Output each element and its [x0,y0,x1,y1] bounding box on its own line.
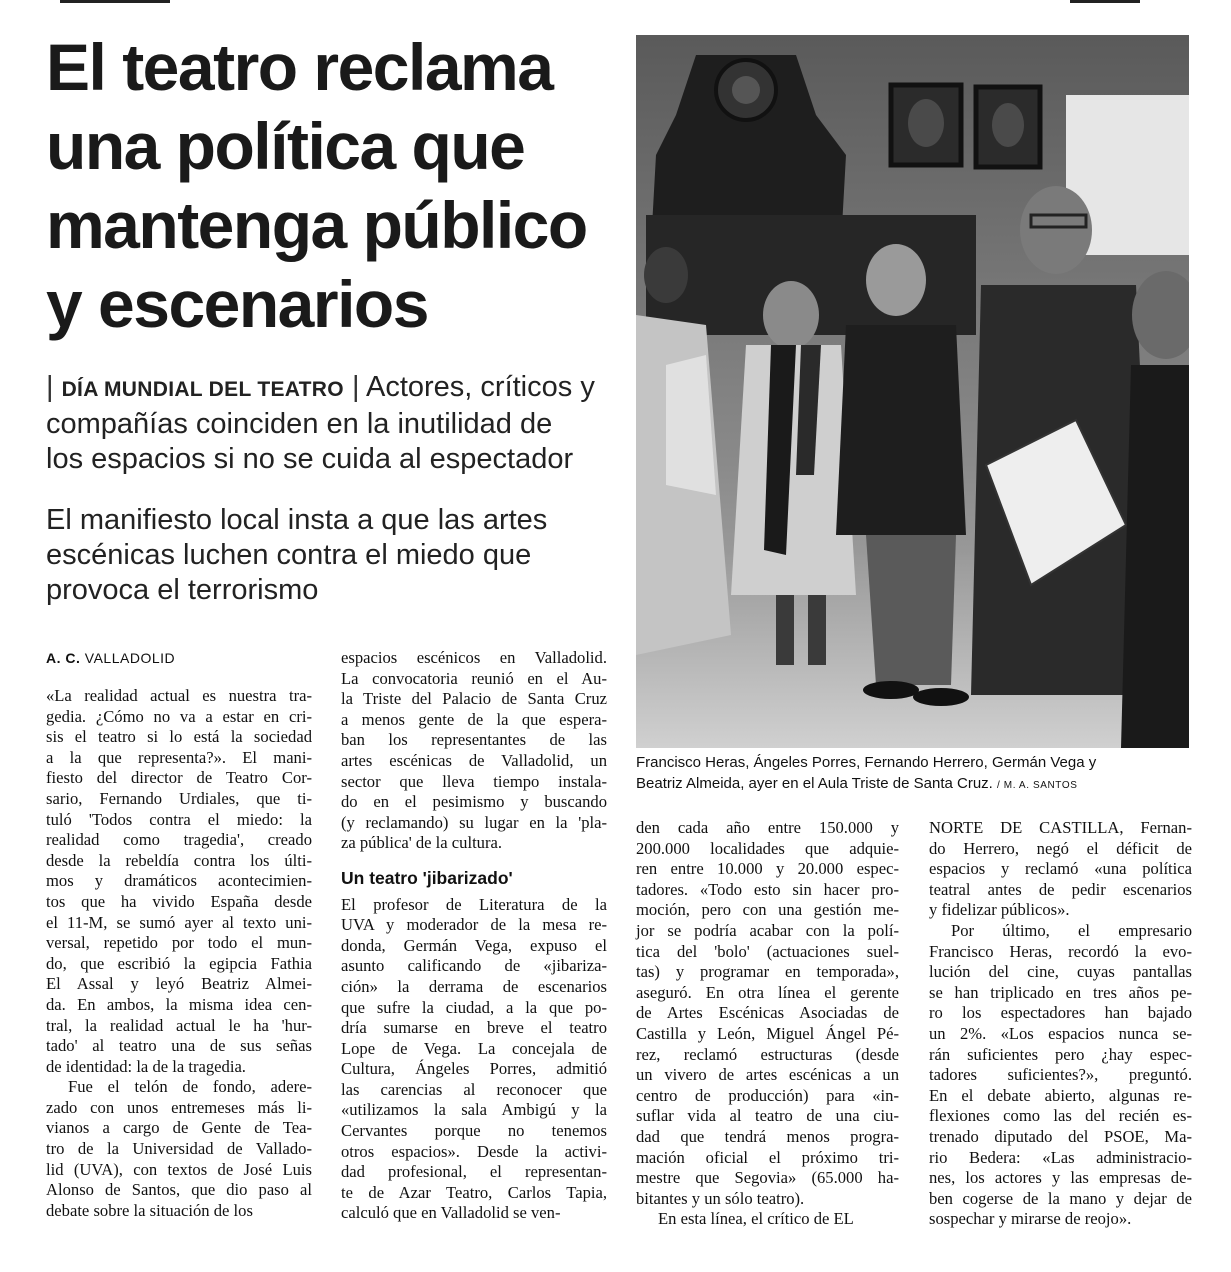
body-column-3 [636,818,899,1230]
body-line: tadores. «Todo esto sin hacer pro- [636,879,899,899]
body-line: «La realidad actual es nuestra tra- [46,686,312,705]
body-line: tral, la realidad actual le ha 'hur- [46,1015,312,1035]
body-line: tro de la Universidad de Vallado- [46,1139,312,1159]
body-line: Castilla y León, Miguel Ángel Pé- [636,1023,899,1043]
body-line: En el debate abierto, algunas re- [929,1085,1192,1105]
body-line: se han triplicado en tres años pe- [929,982,1192,1002]
body-line: La convocatoria reunió en el Au- [341,668,607,688]
body-line: tos que ha vivido España desde [46,891,312,911]
photo-credit: / M. A. SANTOS [997,780,1078,791]
body-line: do, que escribió la egipcia Fathia [46,953,312,973]
body-line: mestre que Segovia» (65.000 ha- [636,1168,899,1188]
caption-line: Francisco Heras, Ángeles Porres, Fernando Herrero, Germán Vega y [636,754,1097,771]
headline-line: y escenarios [46,267,428,341]
body-line: de Artes Escénicas Asociadas de [636,1003,899,1023]
news-photo [636,35,1189,748]
body-line: ren entre 10.000 y 20.000 espec- [636,859,899,879]
subtitle-line: compañías coinciden en la inutilidad de [46,408,553,440]
body-line: sospechar y mirarse de reojo». [929,1209,1132,1229]
body-line: tado' al teatro una de sus señas [46,1036,312,1056]
subtitle-line: Actores, críticos y [365,371,595,403]
body-line: ción» la derrama de escenarios [341,976,607,996]
body-line: lid (UVA), con textos de José Luis [46,1159,312,1179]
top-rule-left [60,0,170,3]
headline [46,28,616,344]
body-line: 200.000 localidades que adquie- [636,838,899,858]
body-line: te de Azar Teatro, Carlos Tapia, [341,1182,607,1202]
body-line: centro de producción) para «in- [636,1085,899,1105]
body-line: tadores suficientes?», preguntó. [929,1065,1192,1085]
body-line: UVA y moderador de la mesa re- [341,915,607,935]
body-line: tuló 'Todos contra el miedo: la [46,809,312,829]
body-line: un 2%. «Los espacios nunca se- [929,1023,1192,1043]
body-line: Cervantes porque no tenemos [341,1121,607,1141]
lead [46,503,626,608]
body-line: NORTE DE CASTILLA, Fernan- [929,818,1192,837]
body-line: rio Bedera: «Las administracio- [929,1147,1192,1167]
body-line: aseguró. En otra línea el gerente [636,982,899,1002]
body-line: sario, Fernando Urdiales, que ti- [46,788,312,808]
body-line: sector que lleva tiempo instala- [341,771,607,791]
body-line: dad profesional, el representan- [341,1162,607,1182]
body-line: Cultura, Ángeles Porres, admitió [341,1059,607,1079]
body-line: (y reclamando) su lugar en la 'pla- [341,812,607,832]
headline-line: El teatro reclama [46,30,553,104]
body-line: suflar vida al teatro de una ciu- [636,1106,899,1126]
body-line: a la que representa?». El mani- [46,747,312,767]
body-line: den cada año entre 150.000 y [636,818,899,837]
photo-illustration [636,35,1189,748]
body-line: el 11-M, se sumó ayer al texto uni- [46,912,312,932]
body-line: calculó que en Valladolid se ven- [341,1203,561,1223]
body-line: ban los representantes de las [341,730,607,750]
body-line: debate sobre la situación de los [46,1200,253,1220]
body-line: sis el teatro si lo está la sociedad [46,727,312,747]
body-line: vianos a cargo de Gente de Tea- [46,1118,312,1138]
body-line: espacios escénicos en Valladolid. [341,648,607,667]
body-line: que sufre la ciudad, a la que po- [341,997,607,1017]
body-line: moción, pero con una gestión me- [636,900,899,920]
body-line: za pública' de la cultura. [341,833,503,853]
body-line: asunto calificando de «jibariza- [341,956,607,976]
body-line: lución del cine, cuyas pantallas [929,962,1192,982]
body-line: gedia. ¿Cómo no va a estar en cri- [46,706,312,726]
body-line: otros espacios». Desde la activi- [341,1141,607,1161]
body-line: donda, Germán Vega, expuso el [341,935,607,955]
body-column-1 [46,686,312,1221]
body-line: flexiones como las del recién es- [929,1106,1192,1126]
photo-caption [636,752,1196,796]
body-line: do Herrero, negó el déficit de [929,838,1192,858]
body-line: bitantes y un sólo teatro). [636,1188,805,1208]
body-line: Lope de Vega. La concejala de [341,1038,607,1058]
caption-line: Beatriz Almeida, ayer en el Aula Triste de Santa Cruz. [636,775,993,792]
body-line: mación oficial el próximo tri- [636,1147,899,1167]
body-line: El Assal y leyó Beatriz Almei- [46,974,312,994]
headline-line: una política que [46,109,525,183]
top-rule-right [1070,0,1140,3]
subtitle: | DÍA MUNDIAL DEL TEATRO | Actores, críticos y compañías coinciden en la inutilidad de los espacios si no se cuida al espectador [46,370,626,477]
lead-line: El manifiesto local insta a que las artes [46,504,548,536]
body-line: a menos gente de la que espera- [341,709,607,729]
body-line: dad que tendrá menos progra- [636,1126,899,1146]
byline-place: VALLADOLID [84,650,176,666]
body-line: En esta línea, el crítico de EL [658,1209,854,1229]
body-line: trenado diputado del PSOE, Ma- [929,1126,1192,1146]
lead-line: escénicas luchen contra el miedo que [46,539,532,571]
body-line: un vivero de artes escénicas a un [636,1065,899,1085]
body-line: artes escénicas de Valladolid, un [341,750,607,770]
body-line: ro los espectadores han bajado [929,1003,1192,1023]
body-line: dría sumarse en breve el teatro [341,1018,607,1038]
body-line: da. En ambos, la misma idea cen- [46,994,312,1014]
subheading: Un teatro 'jibarizado' [341,867,513,888]
body-line: versal, repetido por todo el mun- [46,933,312,953]
body-line: El profesor de Literatura de la [341,894,607,914]
body-line: Francisco Heras, recordó la evo- [929,941,1192,961]
body-line: nes, los actores y las empresas de- [929,1168,1192,1188]
byline [46,650,175,666]
headline-line: mantenga público [46,188,587,262]
body-line: rán suficientes pero ¿hay espec- [929,1044,1192,1064]
body-line: la Triste del Palacio de Santa Cruz [341,689,607,709]
body-line: desde la rebeldía contra los últi- [46,850,312,870]
section-kicker: DÍA MUNDIAL DEL TEATRO [61,378,344,401]
body-line: tica del 'bolo' (actuaciones suel- [636,941,899,961]
body-line: las carencias al reconocer que [341,1079,607,1099]
body-line: fiesto del director de Teatro Cor- [46,768,312,788]
body-line: do en el pesimismo y buscando [341,792,607,812]
body-line: Fue el telón de fondo, adere- [68,1077,312,1097]
body-line: rez, reclamó estructuras (desde [636,1044,899,1064]
body-line: «utilizamos la sala Ambigú y la [341,1100,607,1120]
body-line: ben cogerse de la mano y dejar de [929,1188,1192,1208]
body-column-2 [341,648,607,1224]
body-line: teatral antes de pedir escenarios [929,879,1192,899]
byline-author: A. C. [46,650,81,666]
subtitle-line: los espacios si no se cuida al espectador [46,443,574,475]
body-line: mos y dramáticos acontecimien- [46,871,312,891]
body-line: tas) y programar en temporada», [636,962,899,982]
body-line: Por último, el empresario [951,920,1192,940]
body-line: Alonso de Santos, que dio paso al [46,1180,312,1200]
body-column-4 [929,818,1192,1230]
body-line: de identidad: la de la tragedia. [46,1056,246,1076]
body-line: y fidelizar públicos». [929,900,1070,920]
body-line: jor se podría acabar con la polí- [636,920,899,940]
body-line: zado con unos entremeses más li- [46,1097,312,1117]
body-line: espacios y reclamó «una política [929,859,1192,879]
lead-line: provoca el terrorismo [46,574,319,606]
body-line: realidad como tragedia', creado [46,830,312,850]
